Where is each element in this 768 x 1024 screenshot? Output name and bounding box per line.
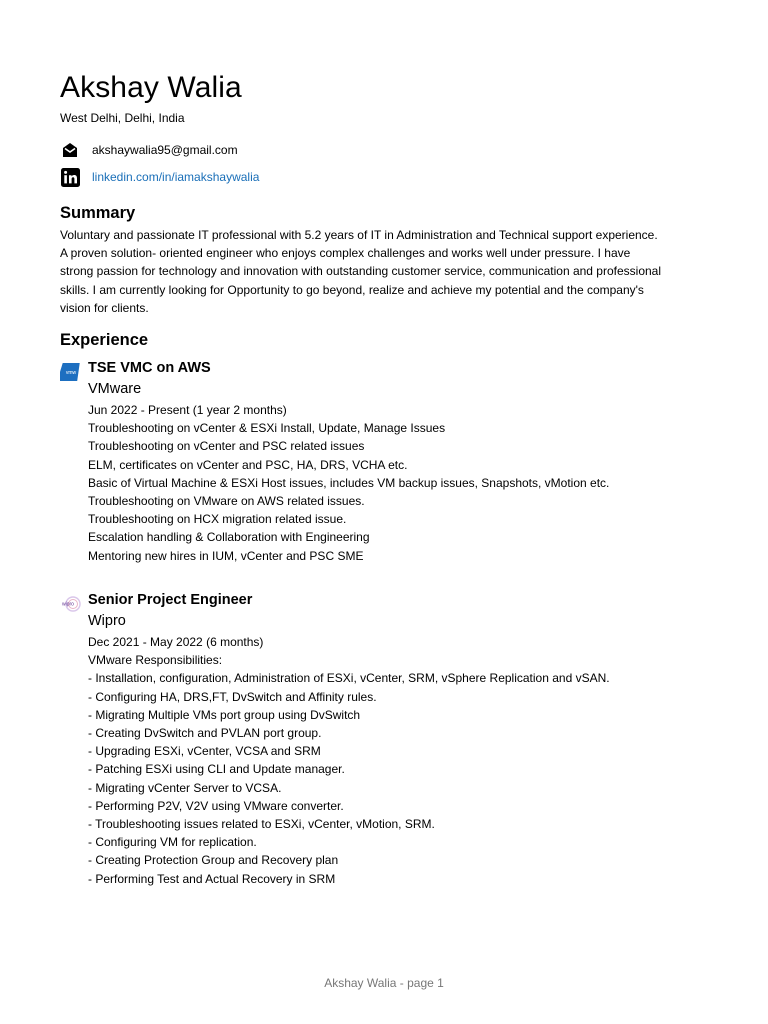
job-detail-line: - Performing P2V, V2V using VMware converter. xyxy=(88,798,344,813)
job-detail-line: Troubleshooting on vCenter and PSC related issues xyxy=(88,439,365,454)
job-detail-line: - Creating Protection Group and Recovery plan xyxy=(88,853,339,868)
job-detail-line: - Migrating vCenter Server to VCSA. xyxy=(88,780,282,795)
linkedin-link[interactable]: linkedin.com/in/iamakshaywalia xyxy=(92,170,260,184)
job-title: Senior Project Engineer xyxy=(88,592,253,608)
summary-line: strong passion for technology and innovation with outstanding customer service, communication and professional xyxy=(60,264,662,279)
vmware-logo xyxy=(60,361,80,381)
summary-line: vision for clients. xyxy=(60,300,149,315)
wipro-logo-text: wipro xyxy=(62,601,74,608)
candidate-location: West Delhi, Delhi, India xyxy=(60,111,185,125)
job-detail-line: - Configuring VM for replication. xyxy=(88,835,257,850)
summary-heading: Summary xyxy=(60,204,136,222)
job-detail-line: Basic of Virtual Machine & ESXi Host issues, includes VM backup issues, Snapshots, vMotion etc. xyxy=(88,475,610,490)
job-detail-line: VMware Responsibilities: xyxy=(88,653,223,668)
job-detail-line: - Performing Test and Actual Recovery in SRM xyxy=(88,871,336,886)
envelope-icon xyxy=(60,140,80,160)
job-detail-line: Escalation handling & Collaboration with Engineering xyxy=(88,530,370,545)
job-detail-line: Troubleshooting on VMware on AWS related issues. xyxy=(88,494,365,509)
company-name: Wipro xyxy=(88,613,126,629)
job-details xyxy=(88,401,708,565)
job-detail-line: Troubleshooting on vCenter & ESXi Install, Update, Manage Issues xyxy=(88,421,446,436)
job-detail-line: Mentoring new hires in IUM, vCenter and PSC SME xyxy=(88,548,364,563)
company-name: VMware xyxy=(88,381,142,397)
email-row xyxy=(60,140,238,160)
page-footer: Akshay Walia - page 1 xyxy=(324,976,444,990)
job-dates: Jun 2022 - Present (1 year 2 months) xyxy=(88,403,287,417)
experience-heading: Experience xyxy=(60,331,149,349)
vmware-logo-text: vmw xyxy=(65,370,77,376)
job-title: TSE VMC on AWS xyxy=(88,360,211,376)
summary-text xyxy=(60,226,700,317)
job-detail-line: - Installation, configuration, Administration of ESXi, vCenter, SRM, vSphere Replication and vSAN. xyxy=(88,671,610,686)
summary-line: A proven solution- oriented engineer who enjoys complex challenges and works well under pressure. I have xyxy=(60,246,631,261)
job-detail-line: ELM, certificates on vCenter and PSC, HA, DRS, VCHA etc. xyxy=(88,457,408,472)
summary-line: skills. I am currently looking for Opportunity to go beyond, realize and achieve my potential and the company's xyxy=(60,282,644,297)
wipro-logo xyxy=(60,593,80,613)
job-detail-line: - Creating DvSwitch and PVLAN port group. xyxy=(88,726,322,741)
linkedin-icon xyxy=(60,167,80,187)
job-detail-line: Troubleshooting on HCX migration related issue. xyxy=(88,512,347,527)
linkedin-row xyxy=(60,167,259,187)
job-details xyxy=(88,633,708,888)
job-dates: Dec 2021 - May 2022 (6 months) xyxy=(88,635,264,649)
email-text[interactable]: akshaywalia95@gmail.com xyxy=(92,143,238,157)
candidate-name: Akshay Walia xyxy=(60,71,242,104)
job-body xyxy=(88,359,708,565)
job-detail-line: - Upgrading ESXi, vCenter, VCSA and SRM xyxy=(88,744,321,759)
job-detail-line: - Patching ESXi using CLI and Update manager. xyxy=(88,762,345,777)
summary-line: Voluntary and passionate IT professional with 5.2 years of IT in Administration and Technical support experience. xyxy=(60,228,658,242)
job-detail-line: - Configuring HA, DRS,FT, DvSwitch and Affinity rules. xyxy=(88,689,377,704)
job-detail-line: - Troubleshooting issues related to ESXi, vCenter, vMotion, SRM. xyxy=(88,817,435,832)
job-body xyxy=(88,591,708,888)
job-detail-line: - Migrating Multiple VMs port group using DvSwitch xyxy=(88,707,361,722)
